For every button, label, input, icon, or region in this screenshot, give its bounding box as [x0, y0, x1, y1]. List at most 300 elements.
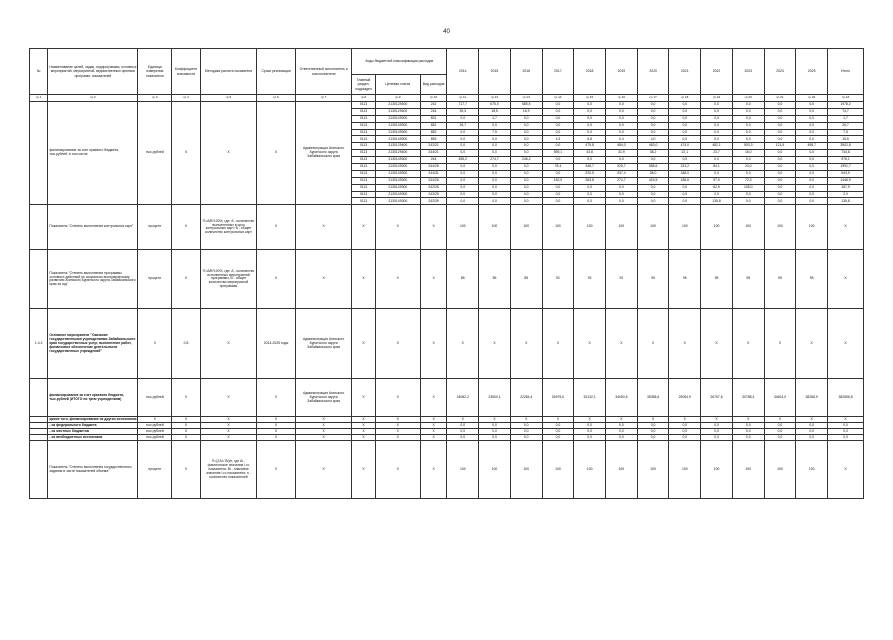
- x-cell: Х: [420, 205, 447, 250]
- year-value: 0,0: [510, 184, 542, 191]
- year-value: 0,0: [796, 164, 828, 171]
- header-year: 2024: [764, 49, 796, 95]
- year-value: 503,3: [732, 143, 764, 150]
- year-value: 0,0: [669, 429, 701, 435]
- source-name: - из местных бюджетов: [48, 429, 138, 435]
- year-value: 0,0: [701, 435, 733, 441]
- column-number: гр.16: [606, 95, 638, 102]
- exptype-code: 242/39: [420, 198, 447, 205]
- x-cell: Х: [296, 429, 352, 435]
- indicator-method: П=А/В*100%, где: А - количество выполненных в срок контрольных карт; В - общее количество контрольных карт: [200, 205, 256, 250]
- year-value: 0,0: [732, 429, 764, 435]
- target-code: 2130149300: [375, 136, 420, 143]
- exptype-code: 242/25: [420, 191, 447, 198]
- year-value: 0,0: [510, 170, 542, 177]
- table-row: [30, 309, 864, 379]
- year-value: 100: [764, 205, 796, 250]
- activity-term: 2014-2025 годы: [257, 309, 296, 379]
- header-year: 2018: [574, 49, 606, 95]
- year-value: 0,0: [606, 115, 638, 122]
- year-value: 0,0: [732, 129, 764, 136]
- target-code: 2130149300: [375, 129, 420, 136]
- x-cell: Х: [420, 250, 447, 309]
- year-value: 0,0: [764, 150, 796, 157]
- indicator-unit: процент: [138, 441, 172, 499]
- exptype-code: 851: [420, 122, 447, 129]
- target-code: 2130129400: [375, 143, 420, 150]
- x-cell: Х: [172, 435, 201, 441]
- total-value: 382896,8: [828, 379, 864, 417]
- year-value: 0,0: [701, 108, 733, 115]
- x-cell: Х: [296, 417, 352, 423]
- year-value: 30788,4: [732, 379, 764, 417]
- year-value: 26975,0: [542, 379, 574, 417]
- financing-unit: тыс.рублей: [138, 102, 172, 205]
- year-value: 0,0: [701, 423, 733, 429]
- column-number: гр.13: [510, 95, 542, 102]
- year-value: 0,0: [542, 429, 574, 435]
- year-value: Х: [669, 417, 701, 423]
- year-value: 0,0: [606, 157, 638, 164]
- year-value: 100: [732, 205, 764, 250]
- year-value: 0,0: [637, 198, 669, 205]
- table-row: [30, 205, 864, 250]
- indicator-coef: Х: [172, 205, 201, 250]
- year-value: 100: [574, 205, 606, 250]
- year-value: 0,0: [732, 191, 764, 198]
- header-section: Главный раздел, подраздел: [352, 75, 376, 95]
- total-value: 0,0: [828, 429, 864, 435]
- x-cell: Х: [732, 309, 764, 379]
- year-value: 0,0: [764, 177, 796, 184]
- year-value: 0,0: [796, 184, 828, 191]
- section-code: 0113: [352, 157, 376, 164]
- year-value: 0,0: [606, 122, 638, 129]
- financing-responsible: Администрация Агинского Бурятского округа Забайкальского края: [296, 102, 352, 205]
- year-value: 105,0: [732, 184, 764, 191]
- year-value: 559,1: [542, 150, 574, 157]
- year-value: 0,0: [542, 423, 574, 429]
- year-value: 0,0: [796, 429, 828, 435]
- target-code: 2130149300: [375, 177, 420, 184]
- x-cell: Х: [257, 429, 296, 435]
- total-value: Х: [828, 250, 864, 309]
- year-value: 0,0: [510, 164, 542, 171]
- column-number: гр.22: [796, 95, 828, 102]
- x-cell: Х: [375, 309, 420, 379]
- year-value: 0,0: [542, 157, 574, 164]
- year-value: 85: [479, 250, 511, 309]
- table-row: [30, 49, 864, 75]
- year-value: 0,0: [574, 435, 606, 441]
- year-value: 95: [796, 250, 828, 309]
- x-cell: Х: [352, 417, 376, 423]
- header-total: Итого: [828, 49, 864, 95]
- activity-method: Х: [200, 309, 256, 379]
- x-cell: Х: [375, 441, 420, 499]
- year-value: 78,4: [542, 164, 574, 171]
- year-value: 498,7: [796, 143, 828, 150]
- x-cell: Х: [637, 309, 669, 379]
- indicator-method: П=(ΣАi / Вi)/n, где Аi - фактическое значение i-го показателя; Вi - плановое значение i-го показателя; n - количество показателей: [200, 441, 256, 499]
- year-value: 0,0: [447, 164, 479, 171]
- year-value: 4,3: [542, 136, 574, 143]
- year-value: 0,0: [796, 108, 828, 115]
- year-value: 24082,2: [447, 379, 479, 417]
- year-value: 0,0: [796, 177, 828, 184]
- year-value: 0,0: [606, 108, 638, 115]
- year-value: 0,0: [669, 157, 701, 164]
- year-value: Х: [796, 417, 828, 423]
- exptype-code: 244: [420, 157, 447, 164]
- section-code: 0113: [352, 170, 376, 177]
- year-value: 0,0: [479, 143, 511, 150]
- year-value: 0,0: [574, 191, 606, 198]
- indicator-name: Показатель "Степень выполнения контрольных карт": [48, 205, 138, 250]
- x-cell: Х: [701, 309, 733, 379]
- x-cell: Х: [542, 309, 574, 379]
- header-responsible: Ответственный исполнитель и соисполнители: [296, 49, 352, 95]
- table-row: [30, 250, 864, 309]
- header-year: 2025: [796, 49, 828, 95]
- column-number: гр.21: [764, 95, 796, 102]
- target-code: 2130129400: [375, 150, 420, 157]
- x-cell: Х: [172, 379, 201, 417]
- x-cell: Х: [479, 309, 511, 379]
- year-value: 4,0: [637, 136, 669, 143]
- year-value: 0,0: [447, 143, 479, 150]
- year-value: 0,0: [606, 435, 638, 441]
- year-value: 0,0: [796, 423, 828, 429]
- target-code: 2130149300: [375, 191, 420, 198]
- x-cell: Х: [172, 423, 201, 429]
- year-value: 0,0: [701, 122, 733, 129]
- year-value: 0,0: [796, 136, 828, 143]
- activity-no: 1.4.2: [30, 309, 48, 379]
- year-value: 0,0: [764, 102, 796, 109]
- year-value: 474,0: [669, 143, 701, 150]
- year-value: 92: [542, 250, 574, 309]
- year-value: Х: [764, 417, 796, 423]
- year-value: 0,0: [669, 108, 701, 115]
- section-code: 0113: [352, 129, 376, 136]
- row-no: [30, 205, 48, 250]
- year-value: 0,0: [447, 170, 479, 177]
- x-cell: Х: [375, 423, 420, 429]
- indicator-unit: процент: [138, 250, 172, 309]
- year-value: 0,0: [764, 429, 796, 435]
- year-value: 0,0: [764, 122, 796, 129]
- exptype-code: 242/21: [420, 143, 447, 150]
- year-value: 100: [796, 441, 828, 499]
- year-value: 0,0: [764, 164, 796, 171]
- year-value: 313,2: [669, 164, 701, 171]
- year-value: 100: [764, 441, 796, 499]
- year-value: 0,0: [447, 191, 479, 198]
- x-cell: Х: [510, 309, 542, 379]
- year-value: 0,0: [606, 423, 638, 429]
- x-cell: Х: [296, 435, 352, 441]
- target-code: 2130149300: [375, 122, 420, 129]
- total-value: Х: [828, 417, 864, 423]
- exptype-code: 244/31: [420, 170, 447, 177]
- year-value: 0,0: [542, 198, 574, 205]
- section-code: 0113: [352, 143, 376, 150]
- financing-method: Х: [200, 102, 256, 205]
- year-value: 0,0: [542, 184, 574, 191]
- year-value: 0,0: [701, 115, 733, 122]
- indicator-coef: Х: [172, 441, 201, 499]
- year-value: 95: [669, 250, 701, 309]
- year-value: 100: [732, 441, 764, 499]
- source-unit: Х: [138, 417, 172, 423]
- year-value: 38,0: [637, 170, 669, 177]
- year-value: 0,0: [447, 423, 479, 429]
- year-value: 135,8: [701, 198, 733, 205]
- section-code: 0113: [352, 191, 376, 198]
- year-value: 100: [510, 441, 542, 499]
- year-value: 0,0: [574, 423, 606, 429]
- column-number: гр.7: [296, 95, 352, 102]
- year-value: 22,1: [669, 150, 701, 157]
- year-value: 95: [732, 250, 764, 309]
- year-value: Х: [732, 417, 764, 423]
- year-value: 220,5: [574, 170, 606, 177]
- year-value: Х: [542, 417, 574, 423]
- section-code: 0113: [352, 108, 376, 115]
- column-number: гр.23: [828, 95, 864, 102]
- year-value: 0,0: [542, 129, 574, 136]
- year-value: 0,0: [669, 129, 701, 136]
- year-value: 0,0: [732, 122, 764, 129]
- x-cell: Х: [352, 379, 376, 417]
- year-value: 0,0: [764, 136, 796, 143]
- year-value: 38268,9: [796, 379, 828, 417]
- x-cell: Х: [200, 379, 256, 417]
- x-cell: Х: [172, 417, 201, 423]
- source-unit: тыс.рублей: [138, 423, 172, 429]
- target-code: 2130149300: [375, 184, 420, 191]
- year-value: 246,2: [510, 157, 542, 164]
- year-value: 0,0: [764, 115, 796, 122]
- year-value: 0,0: [669, 423, 701, 429]
- year-value: 22284,4: [510, 379, 542, 417]
- target-code: 2130129400: [375, 102, 420, 109]
- year-value: 23500,1: [479, 379, 511, 417]
- year-value: 0,0: [764, 435, 796, 441]
- header-year: 2017: [542, 49, 574, 95]
- total-value: 74,7: [828, 108, 864, 115]
- year-value: 95: [637, 250, 669, 309]
- year-value: 0,0: [606, 184, 638, 191]
- header-target: Целевая статья: [375, 75, 420, 95]
- year-value: 0,0: [796, 122, 828, 129]
- x-cell: Х: [352, 441, 376, 499]
- table-row: [30, 441, 864, 499]
- year-value: 92: [606, 250, 638, 309]
- x-cell: Х: [200, 417, 256, 423]
- source-name: - из внебюджетных источников: [48, 435, 138, 441]
- year-value: 38,2: [637, 150, 669, 157]
- x-cell: Х: [257, 250, 296, 309]
- year-value: 0,0: [574, 429, 606, 435]
- column-number: гр.14: [542, 95, 574, 102]
- year-value: 0,0: [637, 423, 669, 429]
- section-code: 0113: [352, 115, 376, 122]
- source-name: кроме того, финансирование из других источников:: [49, 416, 138, 421]
- year-value: 152,0: [542, 177, 574, 184]
- year-value: 62,9: [701, 184, 733, 191]
- year-value: 0,0: [669, 435, 701, 441]
- activity-responsible: Администрация Агинского Бурятского округа Забайкальского края: [296, 309, 352, 379]
- total-value: 167,9: [828, 184, 864, 191]
- year-value: 0,0: [542, 170, 574, 177]
- year-value: 85: [510, 250, 542, 309]
- x-cell: Х: [352, 435, 376, 441]
- year-value: 0,0: [732, 102, 764, 109]
- year-value: 0,0: [447, 184, 479, 191]
- financing-name: финансирование за счет краевого бюджета, тыс.рублей, в том числе: [48, 102, 138, 205]
- year-value: 0,0: [510, 143, 542, 150]
- year-value: 121,5: [764, 143, 796, 150]
- year-value: 100: [701, 205, 733, 250]
- x-cell: Х: [257, 205, 296, 250]
- year-value: 0,0: [479, 122, 511, 129]
- header-year: 2015: [479, 49, 511, 95]
- x-cell: Х: [574, 309, 606, 379]
- year-value: 0,0: [574, 122, 606, 129]
- header-unit: Единица измерения показателя: [138, 49, 172, 95]
- total-value: 2,0: [828, 191, 864, 198]
- year-value: 95: [764, 250, 796, 309]
- year-value: 0,0: [542, 435, 574, 441]
- source-name: - из федерального бюджета: [48, 423, 138, 429]
- column-number: гр.20: [732, 95, 764, 102]
- year-value: 0,0: [637, 184, 669, 191]
- year-value: 0,0: [574, 184, 606, 191]
- year-value: 100: [479, 441, 511, 499]
- year-value: 484,0: [606, 143, 638, 150]
- header-year: 2020: [637, 49, 669, 95]
- year-value: 0,0: [606, 429, 638, 435]
- total-value: 15,5: [828, 136, 864, 143]
- x-cell: Х: [257, 423, 296, 429]
- year-value: 100: [447, 441, 479, 499]
- year-value: 263,8: [574, 177, 606, 184]
- year-value: 0,0: [510, 115, 542, 122]
- total-value: Х: [828, 205, 864, 250]
- x-cell: Х: [420, 441, 447, 499]
- total-value: 26,7: [828, 122, 864, 129]
- column-number: гр.15: [574, 95, 606, 102]
- total-value: 0,0: [828, 435, 864, 441]
- year-value: 0,0: [479, 423, 511, 429]
- financing2-name: финансирование за счет краевого бюджета, тыс.рублей (ИТОГО по трем учреждениям): [48, 379, 138, 417]
- x-cell: Х: [352, 205, 376, 250]
- exptype-code: 244/21: [420, 150, 447, 157]
- year-value: 186,6: [669, 177, 701, 184]
- total-value: 734,8: [828, 150, 864, 157]
- year-value: 0,0: [542, 102, 574, 109]
- year-value: 16,9: [510, 108, 542, 115]
- year-value: 0,0: [574, 198, 606, 205]
- header-coef: Коэффициент значимости: [172, 49, 201, 95]
- year-value: 100: [637, 441, 669, 499]
- column-number: гр.11: [447, 95, 479, 102]
- year-value: 0,0: [510, 435, 542, 441]
- total-value: 1,7: [828, 115, 864, 122]
- year-value: 34050,6: [606, 379, 638, 417]
- x-cell: Х: [375, 250, 420, 309]
- row-no: [30, 379, 48, 417]
- column-number: гр.19: [701, 95, 733, 102]
- year-value: 0,0: [637, 435, 669, 441]
- year-value: 0,0: [764, 170, 796, 177]
- activity-unit: Х: [138, 309, 172, 379]
- year-value: 0,0: [796, 198, 828, 205]
- year-value: 475,8: [574, 143, 606, 150]
- exptype-code: 853: [420, 136, 447, 143]
- section-code: 0113: [352, 102, 376, 109]
- year-value: 0,0: [669, 115, 701, 122]
- x-cell: Х: [420, 435, 447, 441]
- year-value: 32132,1: [574, 379, 606, 417]
- indicator-coef: Х: [172, 250, 201, 309]
- year-value: 0,0: [732, 198, 764, 205]
- exptype-code: 242: [420, 102, 447, 109]
- year-value: 325,7: [606, 164, 638, 171]
- table-row: [30, 379, 864, 417]
- year-value: 84,1: [701, 164, 733, 171]
- year-value: 97,0: [701, 177, 733, 184]
- year-value: 0,0: [669, 184, 701, 191]
- year-value: 26767,6: [701, 379, 733, 417]
- x-cell: Х: [764, 309, 796, 379]
- total-value: 1978,2: [828, 102, 864, 109]
- year-value: 0,0: [732, 170, 764, 177]
- year-value: 0,0: [479, 170, 511, 177]
- year-value: 0,0: [701, 157, 733, 164]
- x-cell: Х: [352, 423, 376, 429]
- year-value: 0,0: [479, 435, 511, 441]
- x-cell: Х: [796, 309, 828, 379]
- year-value: 0,0: [479, 191, 511, 198]
- header-year: 2016: [510, 49, 542, 95]
- target-code: 2130129400: [375, 108, 420, 115]
- year-value: 26,7: [447, 122, 479, 129]
- year-value: 0,0: [447, 435, 479, 441]
- section-code: 0113: [352, 177, 376, 184]
- year-value: 0,0: [796, 191, 828, 198]
- header-exptype: Вид расходов: [420, 75, 447, 95]
- year-value: 100: [447, 205, 479, 250]
- column-number: гр.8: [352, 95, 376, 102]
- indicator-name: Показатель "Степень выполнения программы основных действий по социально-экономическому развитию Агинского Бурятского округа Забайкальского края за год": [48, 250, 138, 309]
- year-value: 0,0: [510, 429, 542, 435]
- x-cell: Х: [420, 309, 447, 379]
- year-value: 0,0: [447, 429, 479, 435]
- total-value: 3502,8: [828, 143, 864, 150]
- year-value: 0,0: [669, 198, 701, 205]
- year-value: Х: [574, 417, 606, 423]
- year-value: 0,0: [637, 129, 669, 136]
- exptype-code: 244: [420, 108, 447, 115]
- x-cell: Х: [352, 250, 376, 309]
- year-value: 717,7: [447, 102, 479, 109]
- x-cell: Х: [375, 429, 420, 435]
- exptype-code: 852: [420, 129, 447, 136]
- x-cell: Х: [257, 441, 296, 499]
